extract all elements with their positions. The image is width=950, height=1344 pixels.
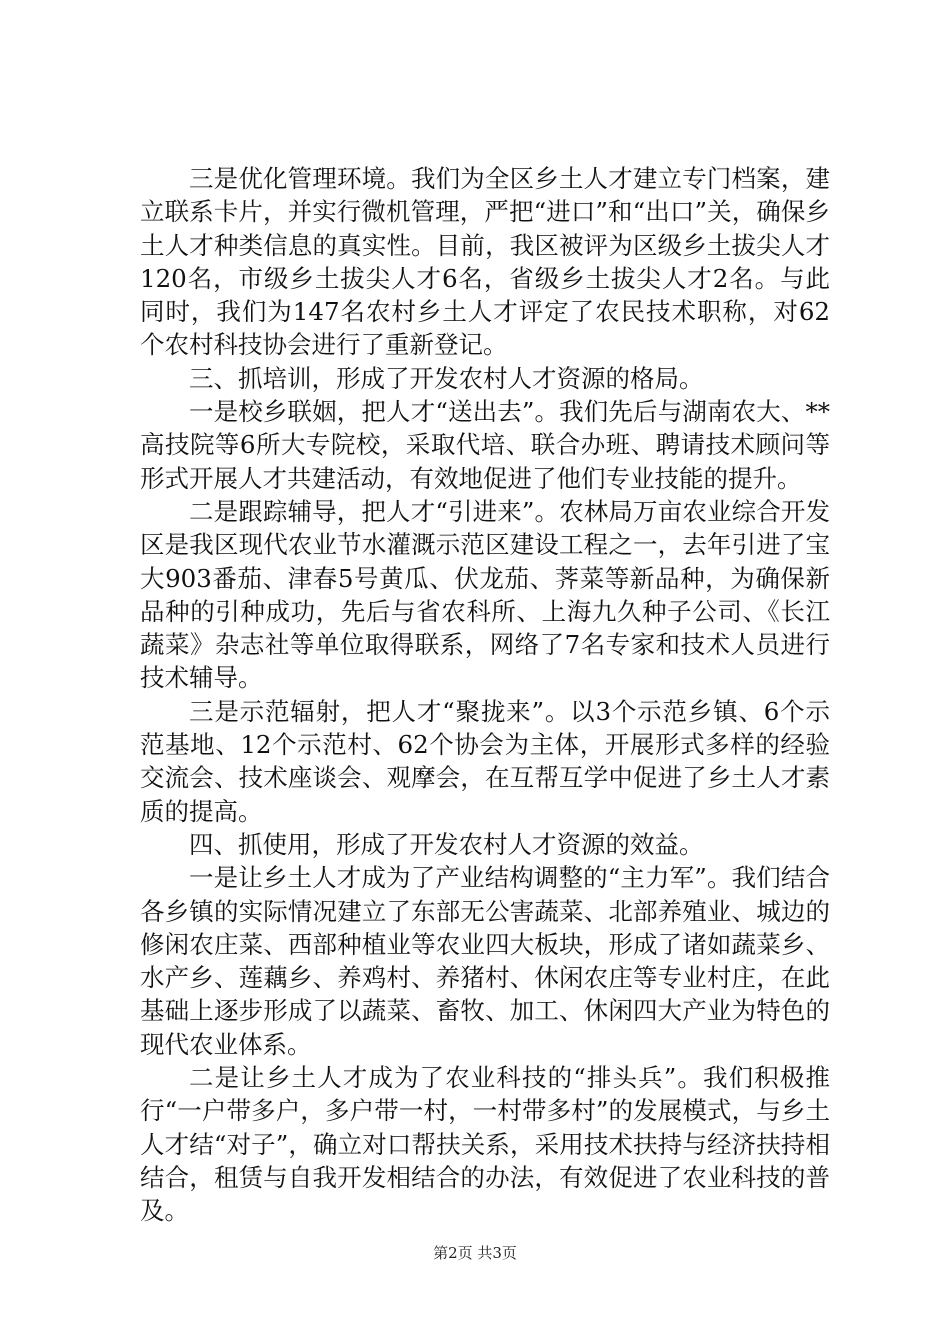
- paragraph-7: 一是让乡土人才成为了产业结构调整的“主力军”。我们结合各乡镇的实际情况建立了东部无公害蔬菜、北部养殖业、城边的修闲农庄菜、西部种植业等农业四大板块，形成了诸如蔬菜乡、水产乡、莲藕乡、养鸡村、养猪村、休闲农庄等专业村庄，在此基础上逐步形成了以蔬菜、畜牧、加工、休闲四大产业为特色的现代农业体系。: [140, 863, 830, 1059]
- paragraph-8: 二是让乡土人才成为了农业科技的“排头兵”。我们积极推行“一户带多户，多户带一村，一村带多村”的发展模式，与乡土人才结“对子”，确立对口帮扶关系，采用技术扶持与经济扶持相结合，租赁与自我开发相结合的办法，有效促进了农业科技的普及。: [140, 1063, 830, 1226]
- document-body: [140, 162, 830, 1228]
- paragraph-2: 三、抓培训，形成了开发农村人才资源的格局。: [189, 363, 704, 393]
- paragraph-5: 三是示范辐射，把人才“聚拢来”。以3个示范乡镇、6个示范基地、12个示范村、62个协会为主体，开展形式多样的经验交流会、技术座谈会、观摩会，在互帮互学中促进了乡土人才素质的提高。: [140, 696, 830, 826]
- paragraph-6: 四、抓使用，形成了开发农村人才资源的效益。: [189, 829, 704, 859]
- paragraph-1: 三是优化管理环境。我们为全区乡土人才建立专门档案，建立联系卡片，并实行微机管理，严把“进口”和“出口”关，确保乡土人才种类信息的真实性。目前，我区被评为区级乡土拔尖人才120名，市级乡土拔尖人才6名，省级乡土拔尖人才2名。与此同时，我们为147名农村乡土人才评定了农民技术职称，对62个农村科技协会进行了重新登记。: [140, 164, 830, 360]
- page-footer: 第2页 共3页: [433, 1244, 517, 1262]
- paragraph-4: 二是跟踪辅导，把人才“引进来”。农林局万亩农业综合开发区是我区现代农业节水灌溉示范区建设工程之一，去年引进了宝大903番茄、津春5号黄瓜、伏龙茄、荠菜等新品种，为确保新品种的引种成功，先后与省农科所、上海九久种子公司、《长江蔬菜》杂志社等单位取得联系，网络了7名专家和技术人员进行技术辅导。: [140, 496, 830, 693]
- paragraph-3: 一是校乡联姻，把人才“送出去”。我们先后与湖南农大、**高技院等6所大专院校，采取代培、联合办班、聘请技术顾问等形式开展人才共建活动，有效地促进了他们专业技能的提升。: [140, 397, 830, 493]
